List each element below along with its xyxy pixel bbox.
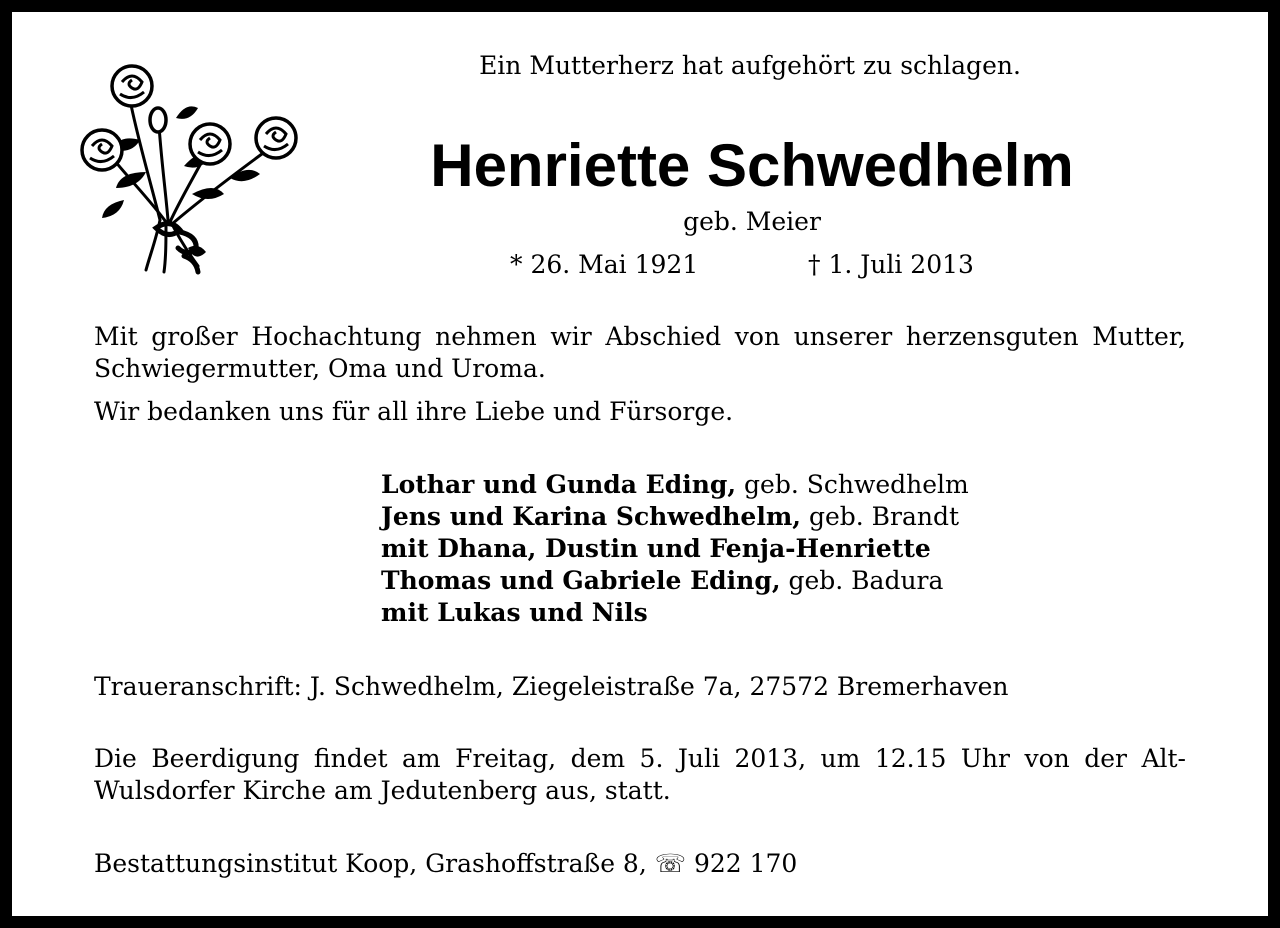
mourner-line xyxy=(381,501,969,533)
mourner-note: geb. Brandt xyxy=(801,502,960,531)
mourner-name: Lothar und Gunda Eding, xyxy=(381,470,737,499)
mourner-note: geb. Badura xyxy=(780,566,944,595)
undertaker-info: Bestattungsinstitut Koop, Grashoffstraße 8, ☏ 922 170 xyxy=(94,849,798,878)
obituary-notice xyxy=(12,12,1268,916)
mourner-line xyxy=(381,597,969,629)
roses-bouquet-icon xyxy=(80,60,306,276)
mourner-name: mit Dhana, Dustin und Fenja-Henriette xyxy=(381,534,931,563)
mourner-name: mit Lukas und Nils xyxy=(381,598,648,627)
death-date: † 1. Juli 2013 xyxy=(808,250,974,279)
funeral-details: Die Beerdigung findet am Freitag, dem 5. Juli 2013, um 12.15 Uhr von der Alt-Wulsdorfer Kirche am Jedutenberg aus, statt. xyxy=(94,744,1186,805)
farewell-paragraph: Mit großer Hochachtung nehmen wir Abschied von unserer herzensguten Mutter, Schwiegermutter, Oma und Uroma. xyxy=(94,322,1186,383)
mourner-name: Thomas und Gabriele Eding, xyxy=(381,566,781,595)
thanks-paragraph: Wir bedanken uns für all ihre Liebe und Fürsorge. xyxy=(94,397,734,426)
birth-name: geb. Meier xyxy=(683,207,821,236)
mourner-line xyxy=(381,469,969,501)
deceased-name: Henriette Schwedhelm xyxy=(430,132,1074,199)
birth-date: * 26. Mai 1921 xyxy=(510,250,699,279)
mourner-name: Jens und Karina Schwedhelm, xyxy=(381,502,801,531)
mourning-address: Traueranschrift: J. Schwedhelm, Ziegeleistraße 7a, 27572 Bremerhaven xyxy=(94,672,1009,701)
mourner-line xyxy=(381,533,969,565)
mourner-note: geb. Schwedhelm xyxy=(736,470,969,499)
mourner-line xyxy=(381,565,969,597)
motto-line: Ein Mutterherz hat aufgehört zu schlagen. xyxy=(479,51,1021,80)
mourners-list xyxy=(381,469,969,629)
